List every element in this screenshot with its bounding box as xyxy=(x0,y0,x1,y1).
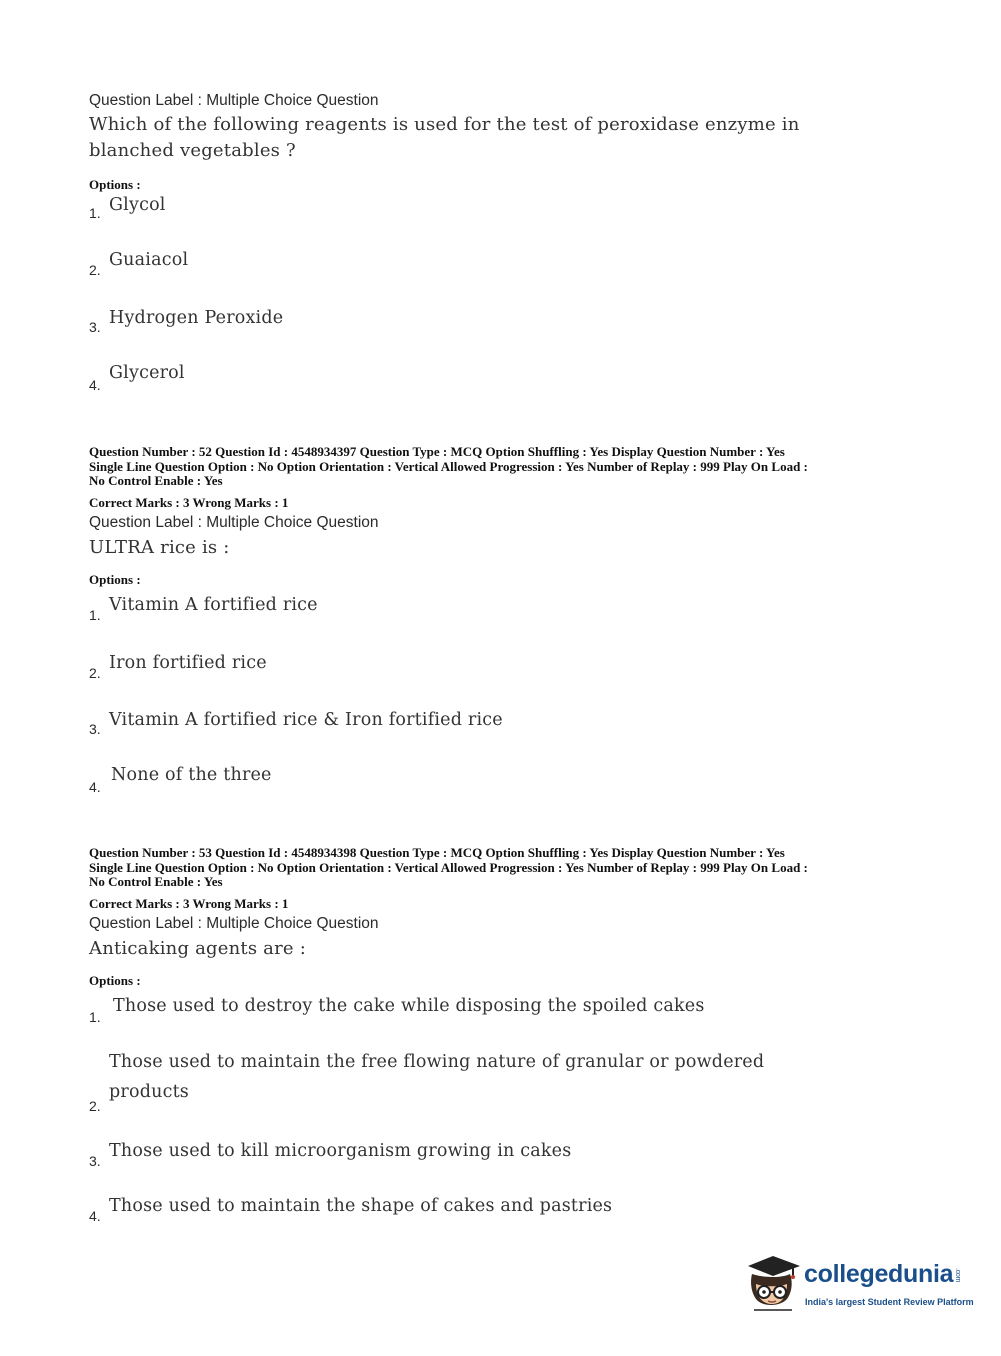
option-number: 1. xyxy=(89,205,101,221)
question-label: Question Label : Multiple Choice Question xyxy=(89,914,379,932)
collegedunia-logo xyxy=(742,1252,972,1322)
question-marks: Correct Marks : 3 Wrong Marks : 1 xyxy=(89,895,289,911)
option-text: Those used to kill microorganism growing in cakes xyxy=(109,1141,572,1161)
option-number: 3. xyxy=(89,1153,101,1169)
option-text: Those used to destroy the cake while disposing the spoiled cakes xyxy=(113,996,705,1016)
option-number: 3. xyxy=(89,319,101,335)
option-number: 3. xyxy=(89,721,101,737)
option-number: 1. xyxy=(89,1009,101,1025)
option-number: 2. xyxy=(89,262,101,278)
option-text: Vitamin A fortified rice xyxy=(109,595,318,615)
options-heading: Options : xyxy=(89,177,141,192)
logo-superscript: .com xyxy=(954,1268,962,1283)
question-marks: Correct Marks : 3 Wrong Marks : 1 xyxy=(89,494,289,510)
question-text: Which of the following reagents is used for the test of peroxidase enzyme in blanched vegetables ? xyxy=(89,114,800,161)
mascot-icon xyxy=(742,1252,804,1314)
option-text: Glycol xyxy=(109,195,166,215)
option-text: Hydrogen Peroxide xyxy=(109,308,284,328)
question-label: Question Label : Multiple Choice Question xyxy=(89,92,379,109)
option-number: 4. xyxy=(89,377,101,393)
question-text: ULTRA rice is : xyxy=(89,536,230,558)
options-heading: Options : xyxy=(89,571,141,587)
question-meta: Question Number : 53 Question Id : 4548934398 Question Type : MCQ Option Shuffling : Yes Display Question Number : Yes Single Line Question Option : No Option Orientation : Vertical Allowed Progression : Yes Number of Replay : 999 Play On Load : No Control Enable : Yes xyxy=(89,845,808,889)
option-number: 4. xyxy=(89,1208,101,1224)
option-text: Iron fortified rice xyxy=(109,653,267,673)
question-text: Anticaking agents are : xyxy=(89,937,306,959)
option-text: Vitamin A fortified rice & Iron fortified rice xyxy=(109,710,503,730)
option-text: Guaiacol xyxy=(109,250,189,270)
question-label: Question Label : Multiple Choice Question xyxy=(89,513,379,531)
question-53 xyxy=(89,846,919,989)
option-text: None of the three xyxy=(111,765,272,785)
option-text: Those used to maintain the shape of cakes and pastries xyxy=(109,1196,613,1216)
option-text: Glycerol xyxy=(109,363,185,383)
question-52 xyxy=(89,445,919,588)
option-text: Those used to maintain the free flowing nature of granular or powdered products xyxy=(109,1052,765,1102)
options-heading: Options : xyxy=(89,972,141,988)
option-number: 1. xyxy=(89,607,101,623)
option-number: 2. xyxy=(89,1098,101,1114)
logo-wordmark: collegedunia.com xyxy=(804,1260,962,1288)
question-51 xyxy=(89,89,919,193)
option-number: 4. xyxy=(89,779,101,795)
logo-tagline: India's largest Student Review Platform xyxy=(805,1297,974,1307)
question-meta: Question Number : 52 Question Id : 4548934397 Question Type : MCQ Option Shuffling : Yes Display Question Number : Yes Single Line Question Option : No Option Orientation : Vertical Allowed Progression : Yes Number of Replay : 999 Play On Load : No Control Enable : Yes xyxy=(89,444,808,488)
option-number: 2. xyxy=(89,665,101,681)
